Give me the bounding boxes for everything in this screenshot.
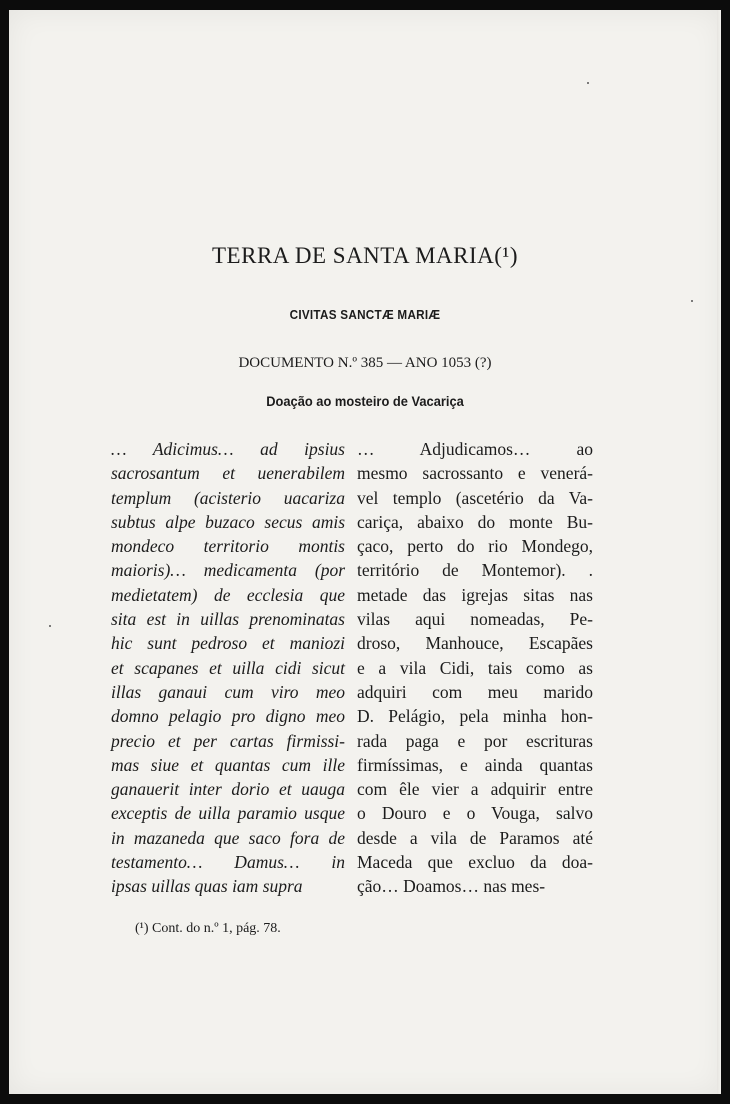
- latin-text-column: [111, 437, 345, 899]
- portuguese-text-line: … Adjudicamos… ao: [357, 439, 593, 459]
- portuguese-translation-column: [357, 437, 593, 899]
- portuguese-text-line: metade das igrejas sitas nas: [357, 584, 593, 605]
- portuguese-text-line: vilas aqui nomeadas, Pe-: [357, 609, 593, 630]
- portuguese-text-line: desde a vila de Paramos até: [357, 827, 593, 848]
- portuguese-text-line: vel templo (ascetério da Va-: [357, 487, 593, 508]
- latin-text-line: domno pelagio pro digno meo: [111, 706, 345, 727]
- portuguese-text-line: território de Montemor). .: [357, 560, 593, 581]
- portuguese-text-line: o Douro e o Vouga, salvo: [357, 803, 593, 824]
- title-text: TERRA DE SANTA MARIA: [212, 243, 495, 268]
- footnote: (¹) Cont. do n.º 1, pág. 78.: [135, 921, 281, 936]
- latin-text-line: sacrosantum et uenerabilem: [111, 463, 345, 484]
- latin-text-line: templum (acisterio uacariza: [111, 487, 345, 508]
- latin-text-line: et scapanes et uilla cidi sicut: [111, 657, 345, 678]
- latin-text-line: mas siue et quantas cum ille: [111, 754, 345, 775]
- latin-text-line: maioris)… medicamenta (por: [111, 560, 345, 581]
- title-footnote-marker: (¹): [494, 243, 518, 268]
- portuguese-text-line: mesmo sacrossanto e venerá-: [357, 463, 593, 484]
- paper-speck: [691, 300, 693, 302]
- portuguese-text-line: e a vila Cidi, tais como as: [357, 657, 593, 678]
- portuguese-text-line: adquiri com meu marido: [357, 681, 593, 702]
- portuguese-text-line: Maceda que excluo da doa-: [357, 852, 593, 873]
- portuguese-text-line: çaco, perto do rio Mondego,: [357, 536, 593, 557]
- latin-text-line: hic sunt pedroso et maniozi: [111, 633, 345, 654]
- portuguese-text-line: ção… Doamos… nas mes-: [357, 876, 546, 897]
- paper-speck: [587, 82, 589, 84]
- document-page: [9, 10, 721, 1094]
- latin-text-line: testamento… Damus… in: [111, 852, 345, 873]
- latin-text-line: illas ganaui cum viro meo: [111, 681, 345, 702]
- latin-text-line: … Adicimus… ad ipsius: [111, 439, 345, 459]
- portuguese-text-line: cariça, abaixo do monte Bu-: [357, 511, 593, 532]
- latin-text-line: sita est in uillas prenominatas: [111, 609, 345, 630]
- document-title: Doação ao mosteiro de Vacariça: [266, 393, 464, 409]
- latin-text-line: exceptis de uilla paramio usque: [111, 803, 345, 824]
- page-title: [9, 243, 721, 269]
- latin-text-line: ipsas uillas quas iam supra: [111, 876, 303, 897]
- portuguese-text-line: droso, Manhouce, Escapães: [357, 633, 593, 654]
- portuguese-text-line: firmíssimas, e ainda quantas: [357, 754, 593, 775]
- latin-text-line: subtus alpe buzaco secus amis: [111, 511, 345, 532]
- latin-text-line: precio et per cartas firmissi-: [111, 730, 345, 751]
- latin-text-line: mondeco territorio montis: [111, 536, 345, 557]
- portuguese-text-line: rada paga e por escrituras: [357, 730, 593, 751]
- latin-text-line: ganauerit inter dorio et uauga: [111, 779, 345, 800]
- portuguese-text-line: D. Pelágio, pela minha hon-: [357, 706, 593, 727]
- document-number-line: DOCUMENTO N.º 385 — ANO 1053 (?): [238, 355, 492, 371]
- latin-text-line: medietatem) de ecclesia que: [111, 584, 345, 605]
- page-subtitle: CIVITAS SANCTÆ MARIÆ: [289, 307, 441, 322]
- latin-text-line: in mazaneda que saco fora de: [111, 827, 345, 848]
- portuguese-text-line: com êle vier a adquirir entre: [357, 779, 593, 800]
- paper-speck: [49, 625, 51, 627]
